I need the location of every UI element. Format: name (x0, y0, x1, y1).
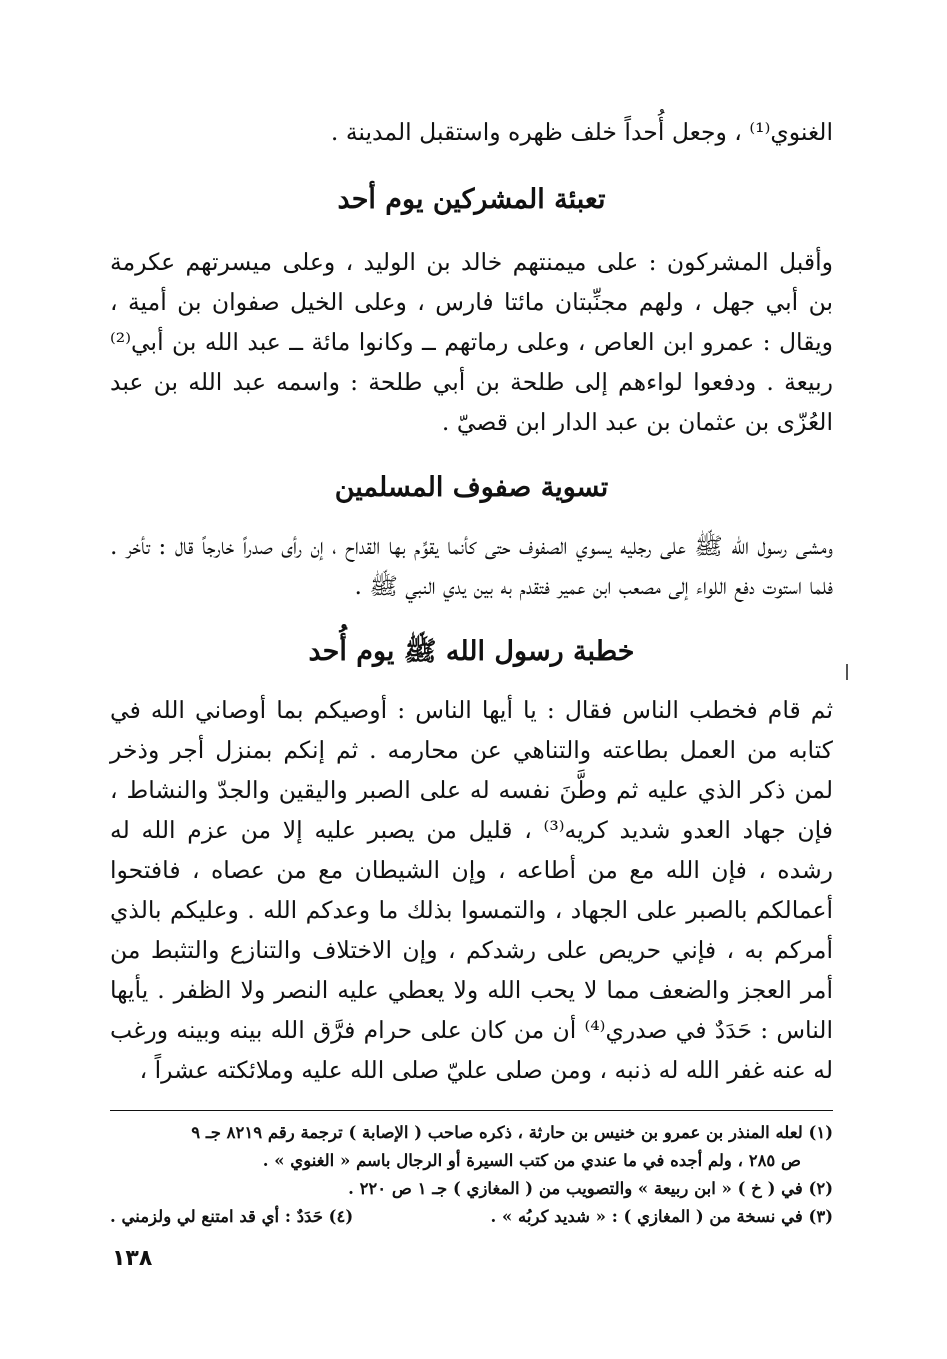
footnote-4: (٤) حَدَدٌ : أي قد امتنع لي ولزمني . (110, 1207, 354, 1226)
paragraph-ranks: ومشى رسول الله ﷺ على رجليه يسوي الصفوف حتى كأنما يقوِّم بها القداح ، إن رأى صدراً خارجاً قال : تأخر . فلما استوت دفع اللواء إلى مصعب ابن عمير فتقدم به بين يدي النبي ﷺ . (110, 532, 833, 600)
footnote-3: (٣) في نسخة من ( المغازي ) : « شديد كربُه » . (490, 1207, 833, 1226)
footnote-1-line-1: (١) لعله المنذر بن عمرو بن خنيس بن حارثة ، ذكره صاحب ( الإصابة ) ترجمة رقم ٨٢١٩ جـ ٩ (191, 1123, 833, 1142)
paragraph-sermon: ثم قام فخطب الناس فقال : يا أيها الناس : أوصيكم بما أوصاني الله في كتابه من العمل بطاعته والتناهي عن محارمه . ثم إنكم بمنزل أجر وذخر لمن ذكر الذي عليه ثم وطَّنَ نفسه له على الصبر واليقين والجدّ والنشاط ، فإن جهاد العدو شديد كريه⁽³⁾ ، قليل من يصبر عليه إلا من عزم الله له رشده ، فإن الله مع من أطاعه ، وإن الشيطان مع من عصاه ، فافتحوا أعمالكم بالصبر على الجهاد ، والتمسوا بذلك ما وعدكم الله . وعليكم بالذي أمركم به ، فإني حريص على رشدكم ، وإن الاختلاف والتنازع والتثبط من أمر العجز والضعف مما لا يحب الله ولا يعطي عليه النصر ولا الظفر . يأيها الناس : حَدَدٌ في صدري⁽⁴⁾ أن من كان على حرام فرَّق الله بينه وبينه ورغب له عنه غفر الله له ذنبه ، ومن صلى عليّ صلى الله عليه وملائكته عشراً ، (110, 696, 833, 1084)
heading-muslim-ranks: تسوية صفوف المسلمين (334, 472, 609, 503)
footnote-row-3-4 (110, 1203, 833, 1231)
margin-mark (846, 664, 848, 680)
paragraph-intro: الغنوي⁽¹⁾ ، وجعل أُحداً خلف ظهره واستقبل المدينة . (330, 118, 833, 146)
heading-polytheists-mobilization: تعبئة المشركين يوم أحد (337, 184, 606, 215)
footnote-divider (110, 1110, 833, 1111)
page-body (110, 112, 833, 1231)
page-number: ١٣٨ (112, 1246, 153, 1271)
paragraph-mobilization: وأقبل المشركون : على ميمنتهم خالد بن الوليد ، وعلى ميسرتهم عكرمة بن أبي جهل ، ولهم مجنِّبتان مائتا فارس ، وعلى الخيل صفوان بن أمية ، ويقال : عمرو ابن العاص ، وعلى رماتهم ــ وكانوا مائة ــ عبد الله بن أبي⁽²⁾ ربيعة . ودفعوا لواءهم إلى طلحة بن أبي طلحة : واسمه عبد الله بن عبد العُزّى بن عثمان بن عبد الدار ابن قصيّ . (110, 248, 833, 436)
heading-prophet-sermon: خطبة رسول الله ﷺ يوم أُحد (308, 636, 635, 667)
footnote-1-line-2: ص ٢٨٥ ، ولم أجده في ما عندي من كتب السيرة أو الرجال باسم « الغنوي » . (262, 1151, 801, 1170)
footnote-2: (٢) في ( خ ) « ابن ربيعة » والتصويب من ( المغازي ) جـ ١ ص ٢٢٠ . (348, 1179, 833, 1198)
